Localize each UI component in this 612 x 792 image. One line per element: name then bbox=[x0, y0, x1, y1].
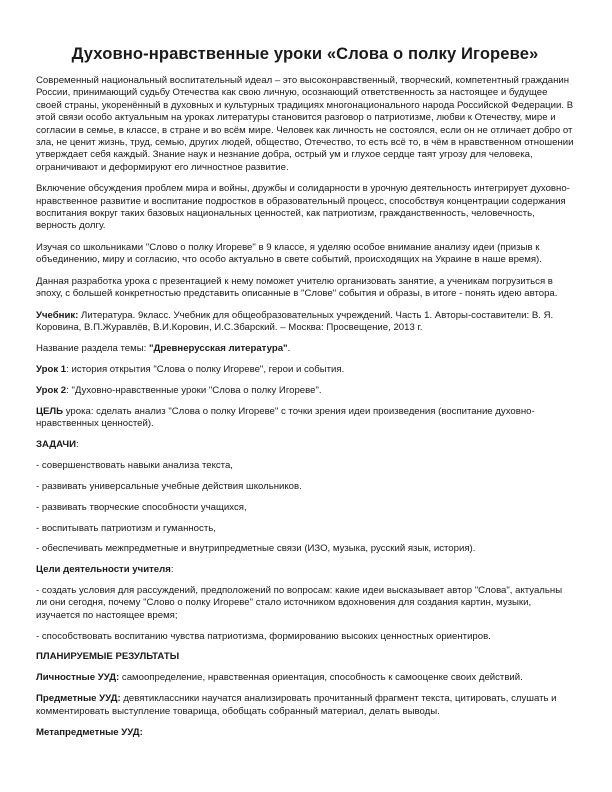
paragraph-study: Изучая со школьниками "Слово о полку Игореве" в 9 классе, я уделяю особое внимание анализу идеи (призыв к объединению, миру и согласию, что особо актуально в свете событий, происходящих на Украине в наше время). bbox=[36, 241, 542, 266]
paragraph-development: Данная разработка урока с презентацией к нему поможет учителю организовать занятие, а ученикам погрузиться в эпоху, с большей конкретностью представить описанные в "Слове" события и образы, в итоге - понять идею автора. bbox=[36, 275, 558, 300]
task-item: - обеспечивать межпредметные и внутрипредметные связи (ИЗО, музыка, русский язык, история). bbox=[36, 543, 476, 555]
section-label: Название раздела темы: bbox=[36, 342, 149, 354]
meta-uud-label: Метапредметные УУД: bbox=[36, 726, 143, 738]
task-item: - воспитывать патриотизм и гуманность, bbox=[36, 522, 216, 534]
section-value: "Древнерусская литература" bbox=[148, 342, 288, 354]
teacher-goal-item: - создать условия для рассуждений, предположений по вопросам: какие идеи высказывает автор "Слова", актуальны ли они сегодня, почему "Слово о полку Игореве" стало источником вдохновения для создания картин, музыки, изучается по настоящее время; bbox=[36, 584, 563, 621]
lesson-2-text: : "Духовно-нравственные уроки "Слова о полку Игореве". bbox=[66, 384, 322, 396]
goal-label: ЦЕЛЬ bbox=[36, 405, 64, 417]
teacher-goals-colon: : bbox=[170, 564, 174, 576]
task-item: - совершенствовать навыки анализа текста, bbox=[36, 460, 233, 472]
teacher-goals-heading bbox=[36, 564, 574, 576]
subject-uud-label: Предметные УУД: bbox=[36, 693, 121, 705]
page-title: Духовно-нравственные уроки «Слова о полку Игореве» bbox=[71, 44, 539, 63]
tasks-heading bbox=[36, 439, 574, 451]
subject-uud-text: девятиклассники научатся анализировать прочитанный фрагмент текста, цитировать, слушать и комментировать выступление товарища, обобщать собранный материал, делать выводы. bbox=[36, 693, 557, 717]
section-end: . bbox=[287, 342, 291, 354]
teacher-goal-item: - способствовать воспитанию чувства патриотизма, формированию высоких ценностных ориентиров. bbox=[36, 630, 491, 642]
meta-uud bbox=[36, 727, 574, 739]
textbook-label: Учебник: bbox=[36, 309, 79, 321]
results-heading: ПЛАНИРУЕМЫЕ РЕЗУЛЬТАТЫ bbox=[36, 651, 180, 663]
teacher-goals-label: Цели деятельности учителя bbox=[36, 564, 171, 576]
tasks-heading-label: ЗАДАЧИ bbox=[36, 439, 76, 451]
paragraph-values: Включение обсуждения проблем мира и войны, дружбы и солидарности в урочную деятельность интегрирует духовно-нравственное развитие и воспитание подростков в образовательный процесс, способствуя концентрации содержания воспитания вокруг таких базовых национальных ценностей, как патриотизм, гражданственность, человечность, верность долгу. bbox=[36, 183, 570, 232]
lesson-goal bbox=[36, 406, 574, 431]
intro-paragraph: Современный национальный воспитательный идеал – это высоконравственный, творческий, компетентный гражданин России, принимающий судьбу Отечества как свою личную, осознающий ответственность за настоящее и будущее своей страны, укоренённый в духовных и культурных традициях многонационального народа Российской Федерации. В этой связи особо актуальным на уроках литературы становится разговор о патриотизме, любви к Отечеству, мире и согласии в семье, в классе, в стране и во всём мире. Человек как личность не состоялся, если он не отличает добро от зла, не ценит жизнь, труд, семью, других людей, общество, Отечество, то есть всё то, в чём в нравственном отношении утверждает себя каждый. Знание наук и незнание добра, острый ум и глухое сердце таят угрозу для человека, ограничивают и деформируют его личностное развитие. bbox=[36, 75, 574, 173]
goal-text: урока: сделать анализ "Слова о полку Игореве" с точки зрения идеи произведения (воспитание духовно-нравственных ценностей). bbox=[36, 405, 535, 430]
task-item: - развивать универсальные учебные действия школьников. bbox=[36, 480, 302, 492]
section-name bbox=[36, 343, 574, 355]
lesson-1 bbox=[36, 364, 574, 376]
subject-uud bbox=[36, 693, 574, 718]
personal-uud-text: самоопределение, нравственная ориентация, способность к самооценке своих действий. bbox=[119, 672, 523, 684]
textbook-info bbox=[36, 310, 574, 335]
lesson-2-label: Урок 2 bbox=[36, 384, 67, 396]
task-item: - развивать творческие способности учащихся, bbox=[36, 501, 247, 513]
textbook-text: Литература. 9класс. Учебник для общеобразовательных учреждений. Часть 1. Авторы-составители: В. Я. Коровина, В.П.Журавлёв, В.И.Коровин, И.С.Збарский. – Москва: Просвещение, 2013 г. bbox=[36, 309, 554, 333]
tasks-heading-colon: : bbox=[75, 439, 79, 451]
lesson-2 bbox=[36, 385, 574, 397]
personal-uud bbox=[36, 672, 574, 684]
lesson-1-text: : история открытия "Слова о полку Игореве", герои и события. bbox=[66, 363, 345, 375]
personal-uud-label: Личностные УУД: bbox=[36, 672, 120, 684]
lesson-1-label: Урок 1 bbox=[36, 363, 67, 375]
